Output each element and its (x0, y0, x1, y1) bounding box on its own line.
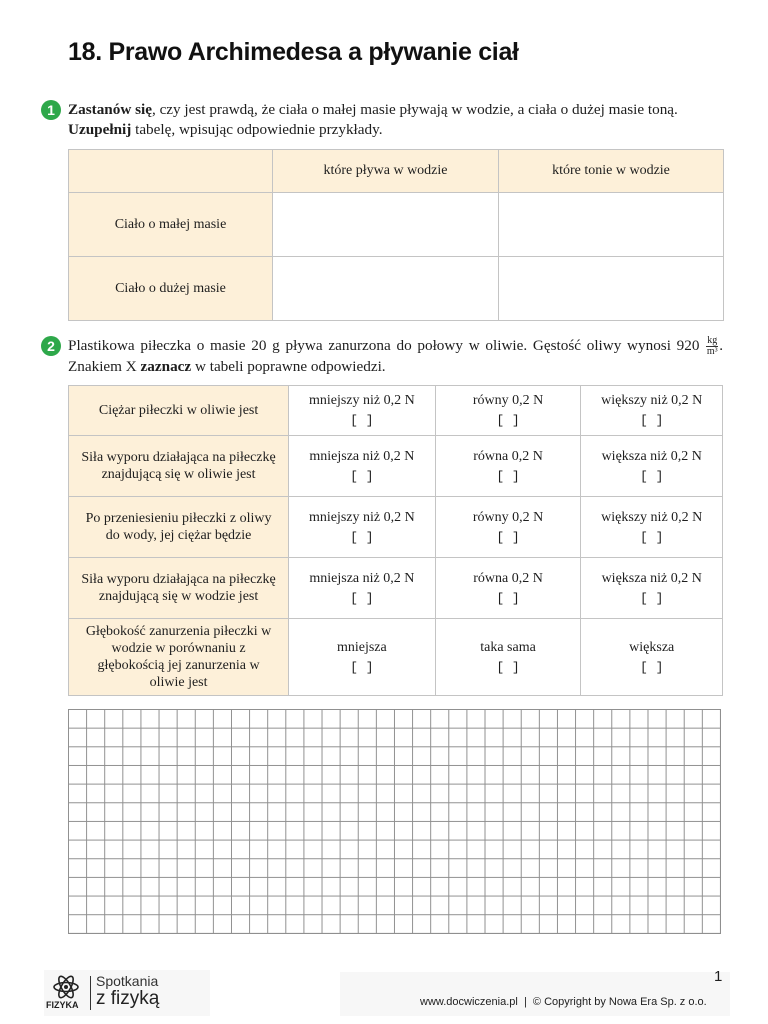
task-1-instruction (68, 100, 723, 139)
option-checkbox[interactable]: [ ] (496, 468, 520, 484)
answer-option-cell[interactable] (289, 386, 436, 436)
question-cell: Głębokość zanurzenia piłeczki w wodzie w porównaniu z głębokością jej zanurzenia w oliwie jest (69, 619, 289, 696)
option-label: równy 0,2 N (472, 393, 544, 408)
task-2-bold-verb: zaznacz (140, 358, 192, 376)
option-label: mniejsza (336, 639, 387, 655)
logo-subject-label: FIZYKA (46, 1000, 79, 1010)
brand-line-2: z fizyką (96, 988, 160, 1009)
task-1-header-floats: które pływa w wodzie (273, 150, 499, 193)
question-row (69, 436, 723, 497)
question-row (69, 497, 723, 558)
task-1-answer-cell-small-floats[interactable] (273, 193, 499, 257)
answer-option-cell[interactable] (435, 558, 581, 619)
option-checkbox[interactable]: [ ] (350, 590, 374, 606)
option-label: większy niż 0,2 N (601, 393, 703, 408)
question-cell: Siła wyporu działająca na piłeczkę znajdującą się w wodzie jest (69, 558, 289, 619)
task-1-answer-cell-large-floats[interactable] (273, 257, 499, 321)
unit-denominator: m³ (706, 346, 718, 358)
page-title: 18. Prawo Archimedesa a pływanie ciał (68, 38, 519, 66)
option-checkbox[interactable]: [ ] (350, 468, 374, 484)
option-label: większa niż 0,2 N (601, 448, 702, 464)
task-1-header-empty (69, 150, 273, 193)
answer-option-cell[interactable] (289, 558, 436, 619)
task-1-number-badge: 1 (41, 100, 61, 120)
answer-grid[interactable] (68, 709, 721, 934)
task-2-table (68, 385, 723, 696)
task-1-answer-cell-small-sinks[interactable] (499, 193, 724, 257)
answer-option-cell[interactable] (581, 619, 723, 696)
unit-numerator: kg (707, 335, 718, 347)
task-2-text-2: . Znakiem X (68, 337, 723, 376)
option-label: równa 0,2 N (473, 570, 543, 586)
option-checkbox[interactable]: [ ] (496, 590, 520, 606)
website-link[interactable]: www.docwiczenia.pl (420, 996, 518, 1008)
task-1-bold-verb-1: Zastanów się (68, 101, 152, 118)
option-label: mniejsza niż 0,2 N (309, 570, 415, 586)
question-cell: Po przeniesieniu piłeczki z oliwy do wody, jej ciężar będzie (69, 497, 289, 558)
option-label: mniejszy niż 0,2 N (308, 393, 415, 408)
option-checkbox[interactable]: [ ] (640, 590, 664, 606)
answer-option-cell[interactable] (289, 497, 436, 558)
option-checkbox[interactable]: [ ] (496, 659, 520, 675)
option-label: mniejszy niż 0,2 N (308, 509, 415, 525)
option-label: większy niż 0,2 N (601, 509, 703, 525)
answer-option-cell[interactable] (435, 497, 581, 558)
task-1-row-label-large-mass: Ciało o dużej masie (69, 257, 273, 321)
option-label: równa 0,2 N (473, 448, 543, 464)
task-1-header-sinks: które tonie w wodzie (499, 150, 724, 193)
brand-line-1: Spotkania (96, 973, 159, 989)
task-1-answer-cell-large-sinks[interactable] (499, 257, 724, 321)
option-label: taka sama (480, 639, 536, 655)
footer-credit (420, 996, 707, 1008)
question-cell: Ciężar piłeczki w oliwie jest (69, 386, 289, 436)
question-row (69, 558, 723, 619)
option-checkbox[interactable]: [ ] (640, 529, 664, 545)
option-checkbox[interactable]: [ ] (640, 413, 664, 428)
option-checkbox[interactable]: [ ] (496, 413, 520, 428)
answer-option-cell[interactable] (289, 619, 436, 696)
option-checkbox[interactable]: [ ] (640, 659, 664, 675)
task-1-table (68, 149, 724, 321)
answer-option-cell[interactable] (581, 436, 723, 497)
task-2-text-1: Plastikowa piłeczka o masie 20 g pływa zanurzona do połowy w oliwie. Gęstość oliwy wynosi 920 (68, 337, 706, 354)
option-checkbox[interactable]: [ ] (350, 659, 374, 675)
task-1-bold-verb-2: Uzupełnij (68, 120, 132, 138)
atom-icon (52, 974, 80, 1000)
answer-option-cell[interactable] (581, 497, 723, 558)
option-checkbox[interactable]: [ ] (350, 413, 374, 428)
logo-separator (90, 976, 91, 1010)
option-checkbox[interactable]: [ ] (350, 529, 374, 545)
task-2-text-3: w tabeli poprawne odpowiedzi. (191, 358, 386, 376)
answer-option-cell[interactable] (435, 386, 581, 436)
task-1-text-1: , czy jest prawdą, że ciała o małej masie pływają w wodzie, a ciała o dużej masie toną. (151, 101, 678, 118)
option-checkbox[interactable]: [ ] (640, 468, 664, 484)
task-1-row-label-small-mass: Ciało o małej masie (69, 193, 273, 257)
question-cell: Siła wyporu działająca na piłeczkę znajdującą się w oliwie jest (69, 436, 289, 497)
credit-divider: | (517, 996, 533, 1008)
footer-logo (44, 970, 210, 1016)
answer-option-cell[interactable] (435, 436, 581, 497)
option-label: mniejsza niż 0,2 N (309, 448, 415, 464)
task-2-instruction (68, 336, 723, 377)
answer-option-cell[interactable] (581, 558, 723, 619)
footer-panel (340, 972, 730, 1016)
density-unit-fraction (706, 336, 718, 357)
task-1-text-2: tabelę, wpisując odpowiednie przykłady. (131, 120, 383, 138)
option-label: równy 0,2 N (472, 509, 544, 525)
option-label: większa (629, 639, 675, 655)
question-row (69, 386, 723, 436)
answer-option-cell[interactable] (581, 386, 723, 436)
question-row (69, 619, 723, 696)
answer-option-cell[interactable] (435, 619, 581, 696)
page-number: 1 (714, 968, 723, 985)
answer-option-cell[interactable] (289, 436, 436, 497)
task-2-number-badge: 2 (41, 336, 61, 356)
copyright-text: © Copyright by Nowa Era Sp. z o.o. (532, 996, 707, 1008)
option-label: większa niż 0,2 N (601, 570, 702, 586)
option-checkbox[interactable]: [ ] (496, 529, 520, 545)
